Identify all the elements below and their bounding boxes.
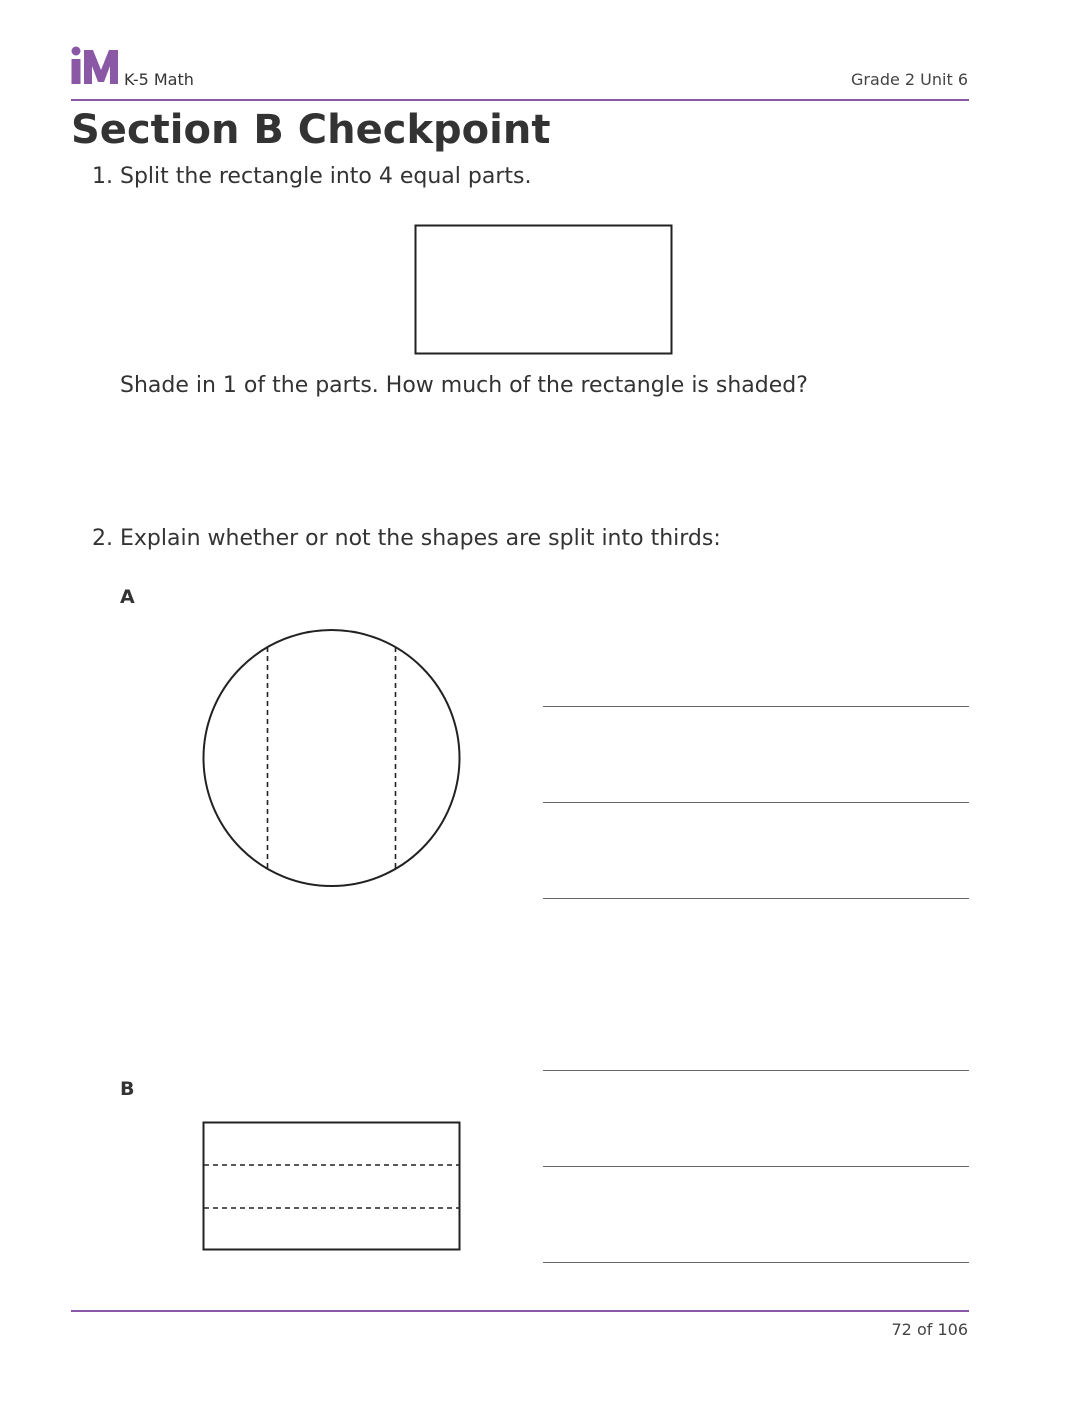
answer-line[interactable] <box>543 706 969 707</box>
brand-label: K-5 Math <box>124 70 194 89</box>
question-1-rectangle[interactable] <box>414 224 674 356</box>
answer-line[interactable] <box>543 898 969 899</box>
question-1-followup: Shade in 1 of the parts. How much of the rectangle is shaded? <box>120 373 808 398</box>
question-number: 2. <box>92 526 113 551</box>
page-title: Section B Checkpoint <box>71 107 551 153</box>
question-prompt: Split the rectangle into 4 equal parts. <box>120 164 532 189</box>
part-a-label: A <box>120 586 135 608</box>
part-a-circle <box>200 628 464 890</box>
part-b-rectangle <box>202 1121 462 1253</box>
part-b-label: B <box>120 1078 135 1100</box>
question-prompt: Explain whether or not the shapes are split into thirds: <box>120 526 721 551</box>
question-number: 1. <box>92 164 113 189</box>
footer-divider <box>71 1310 969 1312</box>
im-logo <box>70 46 120 86</box>
answer-line[interactable] <box>543 1262 969 1263</box>
header-divider <box>71 99 969 101</box>
unit-label: Grade 2 Unit 6 <box>851 70 968 89</box>
question-1 <box>0 162 1088 192</box>
question-2 <box>0 524 1088 554</box>
answer-line[interactable] <box>543 1166 969 1167</box>
page-number: 72 of 106 <box>891 1320 968 1339</box>
answer-line[interactable] <box>543 1070 969 1071</box>
answer-line[interactable] <box>543 802 969 803</box>
